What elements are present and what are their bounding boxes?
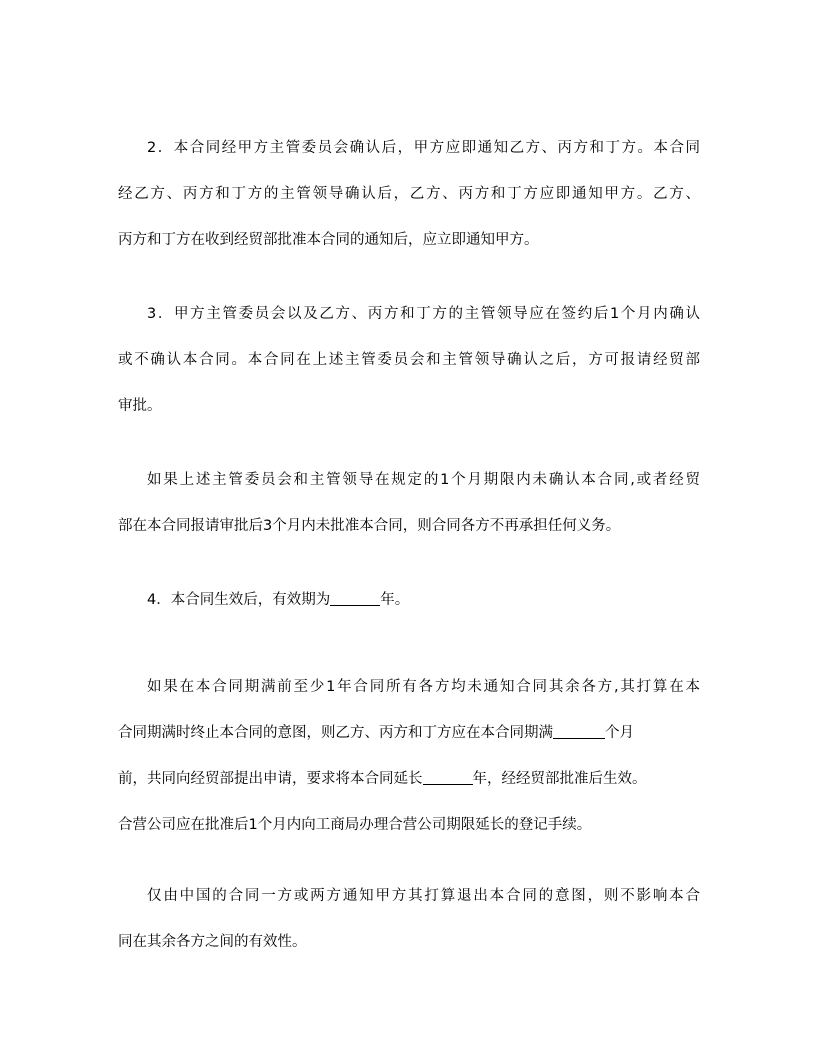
text-line bbox=[118, 577, 700, 623]
validity-years-blank bbox=[330, 589, 380, 606]
text-fragment: 年。 bbox=[380, 592, 410, 608]
withdrawal-paragraph bbox=[118, 873, 700, 965]
text-line bbox=[118, 710, 700, 756]
extension-paragraph bbox=[118, 664, 700, 848]
text-fragment: 前，共同向经贸部提出申请，要求将本合同延长 bbox=[118, 771, 423, 787]
text-line: 同在其余各方之间的有效性。 bbox=[118, 934, 307, 950]
text-line: 如果在本合同期满前至少1年合同所有各方均未通知合同其余各方,其打算在本 bbox=[147, 679, 700, 695]
clause-2-paragraph bbox=[118, 125, 700, 263]
text-fragment: 年，经经贸部批准后生效。 bbox=[472, 771, 647, 787]
text-line: 合营公司应在批准后1个月内向工商局办理合营公司期限延长的登记手续。 bbox=[118, 817, 592, 833]
text-fragment: 4．本合同生效后，有效期为 bbox=[147, 592, 331, 608]
text-line: 丙方和丁方在收到经贸部批准本合同的通知后，应立即通知甲方。 bbox=[118, 232, 539, 248]
text-line: 部在本合同报请审批后3个月内未批准本合同，则合同各方不再承担任何义务。 bbox=[118, 518, 621, 534]
text-fragment: 个月 bbox=[605, 725, 634, 741]
text-line: 经乙方、丙方和丁方的主管领导确认后，乙方、丙方和丁方应即通知甲方。乙方、 bbox=[118, 186, 700, 202]
extension-years-blank bbox=[423, 768, 473, 785]
months-before-expiry-blank bbox=[553, 722, 605, 739]
clause-3-paragraph bbox=[118, 291, 700, 429]
clause-3-supplement-paragraph bbox=[118, 457, 700, 549]
text-line: 仅由中国的合同一方或两方通知甲方其打算退出本合同的意图，则不影响本合 bbox=[147, 888, 700, 904]
text-line: 3．甲方主管委员会以及乙方、丙方和丁方的主管领导应在签约后1个月内确认 bbox=[147, 306, 700, 322]
text-line: 或不确认本合同。本合同在上述主管委员会和主管领导确认之后，方可报请经贸部 bbox=[118, 352, 700, 368]
text-line: 2．本合同经甲方主管委员会确认后，甲方应即通知乙方、丙方和丁方。本合同 bbox=[147, 140, 700, 156]
text-line: 审批。 bbox=[118, 398, 162, 414]
text-fragment: 合同期满时终止本合同的意图，则乙方、丙方和丁方应在本合同期满 bbox=[118, 725, 553, 741]
text-line bbox=[118, 756, 700, 802]
text-line: 如果上述主管委员会和主管领导在规定的1个月期限内未确认本合同,或者经贸 bbox=[147, 472, 700, 488]
clause-4-paragraph bbox=[118, 577, 700, 623]
